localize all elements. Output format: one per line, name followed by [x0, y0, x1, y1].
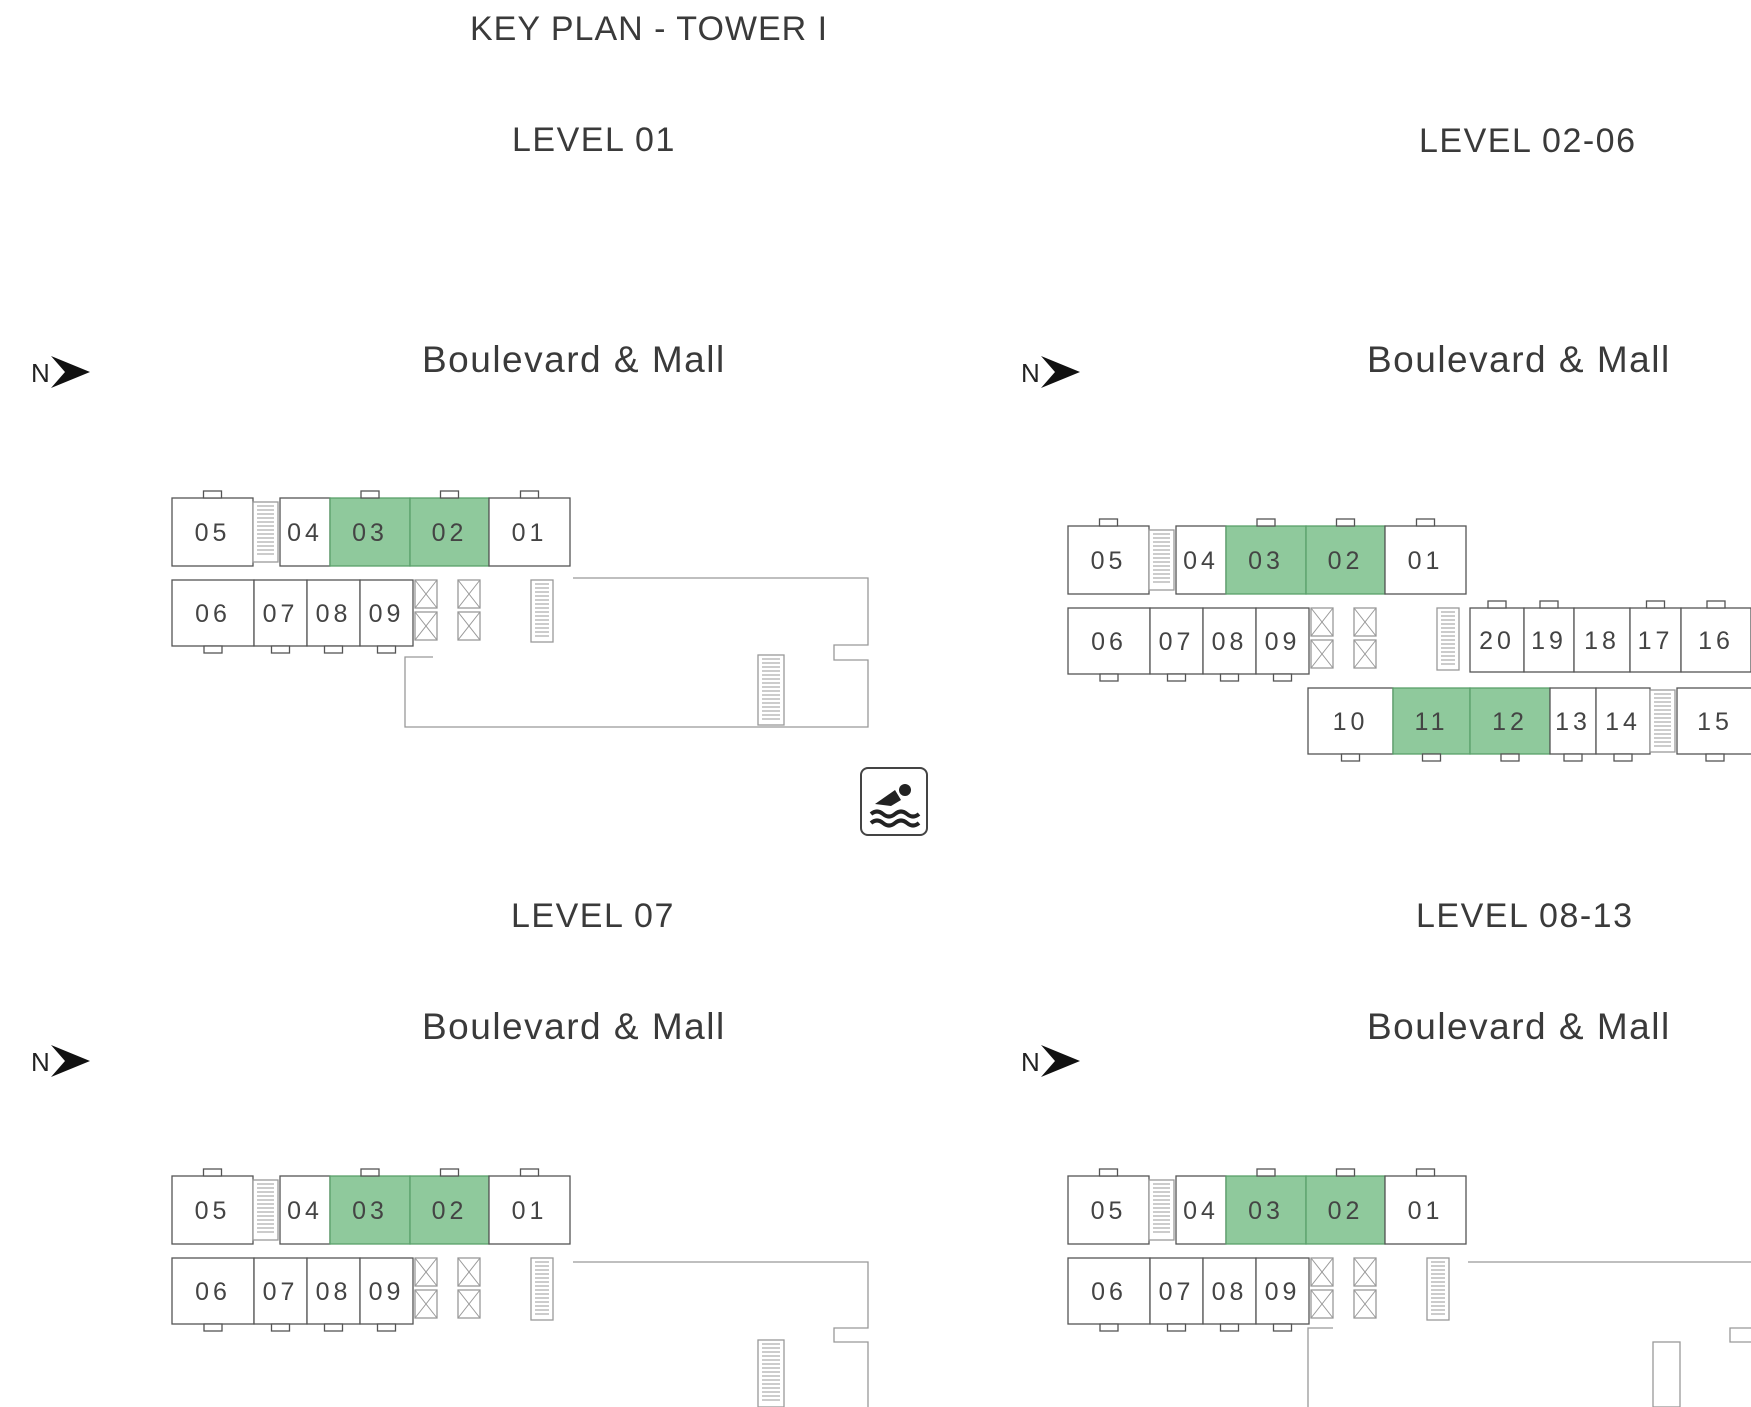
stair-core: [758, 1340, 784, 1407]
road-label-level-07: Boulevard & Mall: [422, 1006, 726, 1047]
elevator-shaft: [415, 612, 437, 640]
unit-03: [1226, 519, 1306, 594]
unit-label: 05: [194, 519, 231, 547]
north-arrow-icon: [1021, 356, 1080, 388]
unit-label: 17: [1637, 627, 1674, 655]
unit-07: [1150, 1258, 1203, 1331]
unit-label: 01: [511, 519, 548, 547]
elevator-shaft: [1311, 608, 1333, 636]
elevator-shaft: [1311, 1258, 1333, 1286]
elevator-shaft: [1354, 1290, 1376, 1318]
unit-06: [172, 580, 254, 653]
unit-06: [172, 1258, 254, 1331]
unit-08: [1203, 1258, 1256, 1331]
unit-label: 06: [195, 600, 231, 628]
unit-05: [172, 491, 253, 566]
unit-02: [1306, 519, 1385, 594]
unit-label: 03: [352, 1197, 388, 1225]
unit-label: 01: [511, 1197, 548, 1225]
elevator-shaft: [458, 1290, 480, 1318]
north-letter: N: [1021, 1047, 1040, 1077]
podium-outline: [1308, 1328, 1333, 1407]
unit-label: 08: [1211, 1278, 1248, 1306]
unit-label: 02: [1327, 547, 1364, 575]
north-letter: N: [31, 358, 50, 388]
elevator-shaft: [458, 580, 480, 608]
unit-label: 16: [1698, 627, 1734, 655]
unit-08: [307, 580, 360, 653]
unit-label: 07: [1158, 1278, 1195, 1306]
unit-label: 11: [1414, 708, 1449, 736]
unit-label: 05: [1090, 547, 1127, 575]
unit-18: [1574, 608, 1630, 672]
level-02-06-title: LEVEL 02-06: [1419, 122, 1637, 160]
unit-01: [1385, 1169, 1466, 1244]
unit-20: [1470, 601, 1524, 672]
unit-07: [1150, 608, 1203, 681]
swimmer-icon: [861, 768, 927, 835]
stair-core: [531, 580, 553, 642]
unit-09: [1256, 1258, 1309, 1331]
unit-label: 15: [1697, 708, 1733, 736]
unit-07: [254, 1258, 307, 1331]
unit-14: [1596, 688, 1650, 761]
unit-01: [489, 491, 570, 566]
unit-label: 09: [1264, 1278, 1301, 1306]
unit-label: 04: [287, 519, 323, 547]
unit-07: [254, 580, 307, 653]
unit-09: [360, 580, 413, 653]
level-01-title: LEVEL 01: [512, 121, 676, 159]
unit-09: [360, 1258, 413, 1331]
unit-label: 04: [287, 1197, 323, 1225]
stair-core: [1650, 690, 1675, 752]
unit-08: [307, 1258, 360, 1331]
floor-plan-level-08-13: [1068, 1169, 1751, 1407]
stair-core: [531, 1258, 553, 1320]
unit-15: [1677, 688, 1751, 761]
unit-label: 01: [1407, 547, 1444, 575]
elevator-shaft: [415, 1290, 437, 1318]
unit-01: [1385, 519, 1466, 594]
unit-label: 08: [315, 1278, 352, 1306]
unit-label: 04: [1183, 547, 1219, 575]
unit-label: 03: [1248, 1197, 1284, 1225]
elevator-shaft: [415, 580, 437, 608]
elevator-shaft: [415, 1258, 437, 1286]
unit-01: [489, 1169, 570, 1244]
unit-label: 04: [1183, 1197, 1219, 1225]
unit-label: 07: [1158, 628, 1195, 656]
unit-label: 03: [1248, 547, 1284, 575]
unit-label: 14: [1605, 708, 1641, 736]
elevator-shaft: [458, 612, 480, 640]
unit-label: 18: [1584, 627, 1620, 655]
elevator-shaft: [1311, 1290, 1333, 1318]
stair-core: [1437, 608, 1459, 670]
unit-13: [1550, 688, 1596, 761]
unit-label: 06: [1091, 628, 1127, 656]
unit-label: 19: [1531, 627, 1567, 655]
stair-core: [253, 502, 278, 562]
stair-core: [253, 1180, 278, 1240]
unit-label: 20: [1479, 627, 1515, 655]
unit-06: [1068, 608, 1150, 681]
elevator-shaft: [458, 1258, 480, 1286]
floor-plan-level-02-06: [1068, 519, 1751, 761]
unit-11: [1393, 688, 1470, 761]
unit-label: 02: [431, 519, 468, 547]
elevator-shaft: [1311, 640, 1333, 668]
unit-label: 09: [1264, 628, 1301, 656]
unit-label: 01: [1407, 1197, 1444, 1225]
stair-core: [1149, 1180, 1174, 1240]
unit-label: 08: [1211, 628, 1248, 656]
unit-04: [280, 1176, 330, 1244]
unit-04: [1176, 1176, 1226, 1244]
unit-label: 13: [1555, 708, 1591, 736]
unit-08: [1203, 608, 1256, 681]
road-label-level-02-06: Boulevard & Mall: [1367, 339, 1671, 380]
unit-05: [172, 1169, 253, 1244]
unit-label: 09: [368, 1278, 405, 1306]
stair-core: [1149, 530, 1174, 590]
elevator-shaft: [1354, 1258, 1376, 1286]
floor-plan-level-01: [172, 491, 868, 727]
unit-05: [1068, 519, 1149, 594]
level-07-title: LEVEL 07: [511, 897, 675, 935]
level-08-13-title: LEVEL 08-13: [1416, 897, 1634, 935]
unit-label: 07: [262, 1278, 299, 1306]
unit-04: [280, 498, 330, 566]
north-arrow-icon: [31, 356, 90, 388]
unit-03: [330, 1169, 410, 1244]
unit-17: [1630, 601, 1681, 672]
floor-plan-level-07: [172, 1169, 868, 1407]
unit-label: 02: [431, 1197, 468, 1225]
stair-core: [758, 655, 784, 725]
unit-label: 08: [315, 600, 352, 628]
unit-12: [1470, 688, 1550, 761]
road-label-level-01: Boulevard & Mall: [422, 339, 726, 380]
unit-02: [1306, 1169, 1385, 1244]
unit-label: 12: [1492, 708, 1528, 736]
unit-label: 07: [262, 600, 299, 628]
road-label-level-08-13: Boulevard & Mall: [1367, 1006, 1671, 1047]
unit-03: [330, 491, 410, 566]
stair-core: [1427, 1258, 1449, 1320]
unit-06: [1068, 1258, 1150, 1331]
north-letter: N: [1021, 358, 1040, 388]
podium-outline: [573, 1262, 868, 1407]
unit-label: 05: [1090, 1197, 1127, 1225]
podium-outline: [1730, 1328, 1751, 1342]
unit-04: [1176, 526, 1226, 594]
unit-label: 03: [352, 519, 388, 547]
unit-05: [1068, 1169, 1149, 1244]
unit-19: [1524, 601, 1574, 672]
unit-label: 10: [1332, 708, 1369, 736]
north-arrow-icon: [1021, 1045, 1080, 1077]
unit-02: [410, 1169, 489, 1244]
unit-02: [410, 491, 489, 566]
unit-16: [1681, 601, 1751, 672]
elevator-shaft: [1354, 608, 1376, 636]
unit-label: 06: [195, 1278, 231, 1306]
page-title: KEY PLAN - TOWER I: [470, 10, 829, 48]
unit-label: 05: [194, 1197, 231, 1225]
unit-label: 02: [1327, 1197, 1364, 1225]
elevator-shaft: [1354, 640, 1376, 668]
unit-03: [1226, 1169, 1306, 1244]
north-letter: N: [31, 1047, 50, 1077]
unit-09: [1256, 608, 1309, 681]
unit-10: [1308, 688, 1393, 761]
unit-label: 09: [368, 600, 405, 628]
north-arrow-icon: [31, 1045, 90, 1077]
unit-label: 06: [1091, 1278, 1127, 1306]
